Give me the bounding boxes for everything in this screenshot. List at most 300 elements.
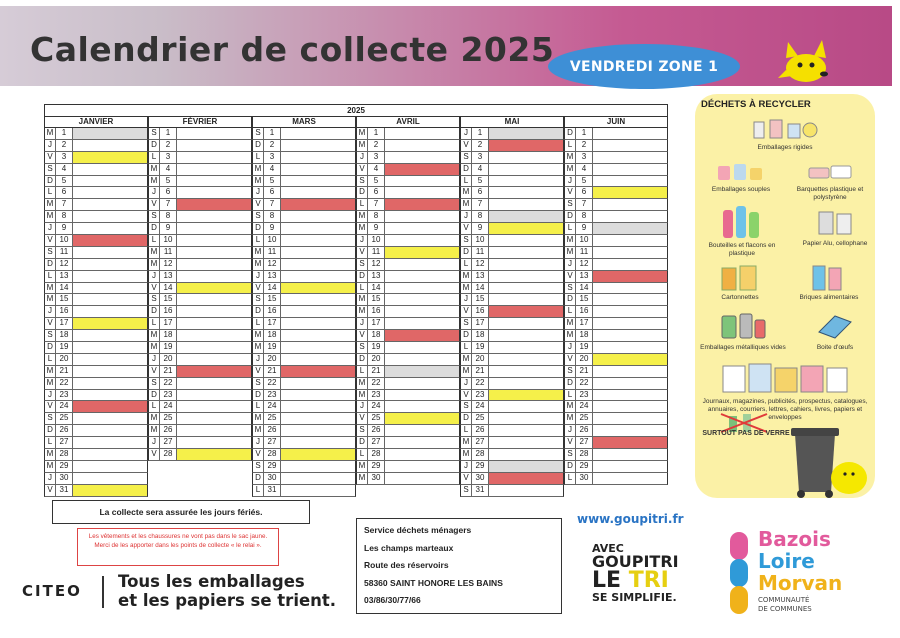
day-number: 22 <box>160 378 177 389</box>
day-number: 1 <box>472 128 489 139</box>
day-number: 23 <box>472 390 489 401</box>
day-row <box>356 461 460 473</box>
day-number: 6 <box>576 187 593 198</box>
day-cell <box>489 187 563 198</box>
day-row <box>148 306 252 318</box>
day-number: 23 <box>576 390 593 401</box>
day-row <box>460 461 564 473</box>
day-number: 27 <box>160 437 177 448</box>
day-row <box>564 235 668 247</box>
day-row <box>460 485 564 497</box>
weekday-letter: L <box>253 235 264 246</box>
weekday-letter: D <box>253 473 264 484</box>
weekday-letter: S <box>565 366 576 377</box>
weekday-letter: V <box>565 354 576 365</box>
collection-mark-yellow <box>281 449 355 460</box>
day-number: 17 <box>368 318 385 329</box>
day-cell <box>281 461 355 472</box>
weekday-letter: S <box>565 449 576 460</box>
weekday-letter: D <box>253 140 264 151</box>
day-cell <box>385 461 459 472</box>
day-number: 11 <box>472 247 489 258</box>
day-cell <box>73 259 147 270</box>
service-address-line1: Les champs marteaux <box>364 542 454 553</box>
day-cell <box>281 294 355 305</box>
day-number: 12 <box>368 259 385 270</box>
website-link[interactable]: www.goupitri.fr <box>577 512 684 526</box>
day-number: 31 <box>56 485 73 496</box>
day-row <box>148 342 252 354</box>
day-cell <box>593 247 667 258</box>
weekday-letter: S <box>461 318 472 329</box>
day-cell <box>73 437 147 448</box>
weekday-letter: V <box>357 330 368 341</box>
day-number: 21 <box>368 366 385 377</box>
day-cell <box>593 140 667 151</box>
day-number: 19 <box>576 342 593 353</box>
day-cell <box>177 318 251 329</box>
weekday-letter: J <box>461 378 472 389</box>
day-number: 3 <box>56 152 73 163</box>
weekday-letter: S <box>461 235 472 246</box>
day-cell <box>73 247 147 258</box>
service-contact-box <box>356 518 562 614</box>
weekday-letter: S <box>357 425 368 436</box>
weekday-letter: J <box>357 152 368 163</box>
day-number: 17 <box>472 318 489 329</box>
weekday-letter: L <box>357 283 368 294</box>
recycling-bin-icon <box>787 424 871 498</box>
weekday-letter: M <box>149 342 160 353</box>
citeo-slogan-line1: Tous les emballages <box>118 572 305 591</box>
day-number: 12 <box>576 259 593 270</box>
day-number: 6 <box>472 187 489 198</box>
weekday-letter: L <box>253 152 264 163</box>
day-cell <box>177 390 251 401</box>
day-row <box>460 152 564 164</box>
weekday-letter: D <box>565 378 576 389</box>
weekday-letter: L <box>565 306 576 317</box>
collection-mark-red <box>281 199 355 210</box>
day-row <box>564 211 668 223</box>
day-row <box>460 366 564 378</box>
day-cell <box>73 271 147 282</box>
day-number: 20 <box>160 354 177 365</box>
collection-mark-red <box>177 199 251 210</box>
day-number: 15 <box>472 294 489 305</box>
day-number: 4 <box>56 164 73 175</box>
weekday-letter: M <box>45 366 56 377</box>
day-row <box>564 390 668 402</box>
weekday-letter: L <box>357 366 368 377</box>
day-row <box>460 378 564 390</box>
day-row <box>44 342 148 354</box>
day-row <box>564 259 668 271</box>
day-number: 30 <box>56 473 73 484</box>
day-row <box>356 354 460 366</box>
day-row <box>44 401 148 413</box>
day-number: 25 <box>160 413 177 424</box>
day-number: 12 <box>56 259 73 270</box>
day-row <box>356 306 460 318</box>
community-logo-shape-icon <box>726 532 752 614</box>
day-number: 20 <box>56 354 73 365</box>
day-number: 14 <box>576 283 593 294</box>
calendar-year-header: 2025 <box>44 104 668 117</box>
weekday-letter: S <box>149 211 160 222</box>
weekday-letter: S <box>149 294 160 305</box>
collection-mark-red <box>489 473 563 484</box>
day-cell <box>593 330 667 341</box>
day-row <box>564 437 668 449</box>
day-row <box>148 176 252 188</box>
day-row <box>356 140 460 152</box>
recycle-item-label: Emballages métalliques vides <box>700 344 786 351</box>
weekday-letter: M <box>461 271 472 282</box>
day-row <box>44 390 148 402</box>
weekday-letter: D <box>253 223 264 234</box>
day-row <box>148 140 252 152</box>
day-cell <box>281 247 355 258</box>
day-number: 17 <box>160 318 177 329</box>
day-number: 10 <box>576 235 593 246</box>
day-cell <box>177 164 251 175</box>
day-cell <box>73 378 147 389</box>
day-number: 14 <box>264 283 281 294</box>
day-number: 21 <box>56 366 73 377</box>
weekday-letter: M <box>253 413 264 424</box>
day-row <box>356 390 460 402</box>
weekday-letter: M <box>45 128 56 139</box>
day-number: 13 <box>56 271 73 282</box>
day-number: 27 <box>472 437 489 448</box>
weekday-letter: J <box>461 128 472 139</box>
day-row <box>460 271 564 283</box>
weekday-letter: M <box>461 437 472 448</box>
day-cell <box>593 449 667 460</box>
day-number: 25 <box>56 413 73 424</box>
day-cell <box>593 199 667 210</box>
day-cell <box>177 342 251 353</box>
day-cell <box>73 283 147 294</box>
weekday-letter: M <box>45 461 56 472</box>
weekday-letter: M <box>461 449 472 460</box>
day-cell <box>489 425 563 436</box>
day-row <box>356 223 460 235</box>
day-row <box>356 449 460 461</box>
day-cell <box>489 283 563 294</box>
day-row <box>148 152 252 164</box>
weekday-letter: V <box>357 413 368 424</box>
day-number: 21 <box>576 366 593 377</box>
day-number: 6 <box>264 187 281 198</box>
day-row <box>148 449 252 461</box>
day-number: 20 <box>576 354 593 365</box>
service-address-line2: Route des réservoirs <box>364 560 449 570</box>
day-number: 22 <box>264 378 281 389</box>
day-cell <box>73 390 147 401</box>
day-number: 13 <box>472 271 489 282</box>
day-number: 16 <box>264 306 281 317</box>
day-row <box>44 366 148 378</box>
day-row <box>356 413 460 425</box>
weekday-letter: M <box>357 473 368 484</box>
collection-mark-red <box>489 140 563 151</box>
day-cell <box>73 366 147 377</box>
day-row <box>460 211 564 223</box>
plastic-bottle-icon <box>715 202 769 240</box>
day-row <box>460 176 564 188</box>
day-cell <box>177 140 251 151</box>
day-row <box>460 199 564 211</box>
day-row <box>148 390 252 402</box>
day-number: 7 <box>368 199 385 210</box>
weekday-letter: J <box>461 461 472 472</box>
day-number: 19 <box>472 342 489 353</box>
weekday-letter: J <box>253 187 264 198</box>
weekday-letter: M <box>253 330 264 341</box>
day-number: 17 <box>264 318 281 329</box>
weekday-letter: M <box>461 283 472 294</box>
day-number: 3 <box>264 152 281 163</box>
day-number: 1 <box>576 128 593 139</box>
day-number: 2 <box>56 140 73 151</box>
day-row <box>44 413 148 425</box>
recycle-item-label: Emballages rigides <box>757 144 813 151</box>
day-cell <box>593 211 667 222</box>
weekday-letter: D <box>357 437 368 448</box>
weekday-letter: V <box>149 283 160 294</box>
weekday-letter: J <box>149 354 160 365</box>
day-cell <box>281 473 355 484</box>
day-number: 8 <box>368 211 385 222</box>
weekday-letter: M <box>357 461 368 472</box>
weekday-letter: M <box>45 294 56 305</box>
day-number: 30 <box>264 473 281 484</box>
weekday-letter: M <box>45 449 56 460</box>
weekday-letter: L <box>461 342 472 353</box>
day-number: 28 <box>264 449 281 460</box>
weekday-letter: S <box>45 413 56 424</box>
weekday-letter: L <box>45 187 56 198</box>
weekday-letter: V <box>357 164 368 175</box>
weekday-letter: L <box>461 425 472 436</box>
day-cell <box>177 413 251 424</box>
day-cell <box>385 283 459 294</box>
day-row <box>148 199 252 211</box>
day-cell <box>489 176 563 187</box>
day-cell <box>489 449 563 460</box>
day-row <box>252 187 356 199</box>
weekday-letter: S <box>461 401 472 412</box>
day-number: 30 <box>472 473 489 484</box>
day-number: 28 <box>368 449 385 460</box>
weekday-letter: M <box>565 401 576 412</box>
weekday-letter: S <box>357 342 368 353</box>
day-cell <box>281 140 355 151</box>
weekday-letter: S <box>253 378 264 389</box>
day-cell <box>281 223 355 234</box>
day-number: 16 <box>472 306 489 317</box>
day-number: 14 <box>160 283 177 294</box>
day-row <box>44 152 148 164</box>
weekday-letter: M <box>357 211 368 222</box>
collection-mark-gray <box>489 128 563 139</box>
day-row <box>564 140 668 152</box>
weekday-letter: J <box>565 425 576 436</box>
day-number: 22 <box>576 378 593 389</box>
day-number: 15 <box>264 294 281 305</box>
day-number: 1 <box>160 128 177 139</box>
weekday-letter: D <box>149 140 160 151</box>
day-row <box>356 271 460 283</box>
day-row <box>564 413 668 425</box>
day-row <box>460 306 564 318</box>
day-row <box>460 330 564 342</box>
clothes-note: Les vêtements et les chaussures ne vont pas dans le sac jaune. Merci de les apporter dans les points de collecte « le relai ». <box>77 528 279 566</box>
day-cell <box>385 354 459 365</box>
weekday-letter: J <box>565 259 576 270</box>
day-cell <box>177 235 251 246</box>
day-row <box>44 199 148 211</box>
day-row <box>356 235 460 247</box>
goupitri-logo: AVEC GOUPITRI LE TRI SE SIMPLIFIE. <box>592 542 679 604</box>
day-number: 1 <box>368 128 385 139</box>
weekday-letter: S <box>565 283 576 294</box>
collection-mark-yellow <box>73 485 147 496</box>
weekday-letter: D <box>461 413 472 424</box>
day-number: 1 <box>56 128 73 139</box>
day-row <box>564 283 668 295</box>
month-column <box>44 116 148 497</box>
day-row <box>356 259 460 271</box>
day-row <box>460 342 564 354</box>
day-cell <box>489 354 563 365</box>
day-number: 13 <box>264 271 281 282</box>
day-row <box>44 461 148 473</box>
service-name: Service déchets ménagers <box>364 525 472 535</box>
weekday-letter: M <box>253 342 264 353</box>
day-row <box>44 425 148 437</box>
day-number: 28 <box>56 449 73 460</box>
weekday-letter: S <box>45 164 56 175</box>
day-row <box>460 449 564 461</box>
day-row <box>148 235 252 247</box>
day-row <box>460 318 564 330</box>
weekday-letter: S <box>253 461 264 472</box>
weekday-letter: V <box>149 199 160 210</box>
day-number: 23 <box>368 390 385 401</box>
day-row <box>356 425 460 437</box>
day-number: 19 <box>160 342 177 353</box>
day-number: 25 <box>264 413 281 424</box>
day-number: 24 <box>576 401 593 412</box>
day-cell <box>593 128 667 139</box>
weekday-letter: L <box>357 449 368 460</box>
weekday-letter: V <box>461 306 472 317</box>
collection-mark-yellow <box>177 449 251 460</box>
day-row <box>564 152 668 164</box>
day-number: 14 <box>56 283 73 294</box>
recycle-item-cartons <box>703 262 777 302</box>
day-row <box>44 271 148 283</box>
day-number: 8 <box>56 211 73 222</box>
citeo-divider <box>102 576 104 608</box>
weekday-letter: M <box>45 378 56 389</box>
day-number: 13 <box>368 271 385 282</box>
day-row <box>460 425 564 437</box>
day-row <box>148 187 252 199</box>
day-row <box>148 354 252 366</box>
weekday-letter: L <box>253 401 264 412</box>
day-cell <box>385 235 459 246</box>
day-number: 23 <box>264 390 281 401</box>
day-number: 17 <box>56 318 73 329</box>
rigid-packaging-icon <box>750 116 820 142</box>
day-row <box>252 413 356 425</box>
day-row <box>564 461 668 473</box>
collection-mark-red <box>73 401 147 412</box>
weekday-letter: D <box>45 425 56 436</box>
day-row <box>460 437 564 449</box>
weekday-letter: D <box>45 259 56 270</box>
weekday-letter: J <box>149 437 160 448</box>
day-row <box>44 259 148 271</box>
weekday-letter: M <box>565 164 576 175</box>
day-row <box>252 247 356 259</box>
day-cell <box>593 425 667 436</box>
weekday-letter: J <box>565 176 576 187</box>
day-row <box>564 271 668 283</box>
day-row <box>356 164 460 176</box>
day-cell <box>489 164 563 175</box>
day-row <box>252 425 356 437</box>
day-row <box>356 199 460 211</box>
recycle-item-label: Journaux, magazines, publicités, prospectus, catalogues, annuaires, courriers, lettres, cahiers, livres, papiers et enveloppes <box>702 398 868 422</box>
day-number: 27 <box>368 437 385 448</box>
day-number: 19 <box>56 342 73 353</box>
day-row <box>564 223 668 235</box>
weekday-letter: J <box>149 187 160 198</box>
day-number: 18 <box>264 330 281 341</box>
day-number: 24 <box>56 401 73 412</box>
day-cell <box>281 485 355 496</box>
day-number: 29 <box>264 461 281 472</box>
collection-mark-red <box>385 164 459 175</box>
weekday-letter: M <box>357 390 368 401</box>
weekday-letter: L <box>149 152 160 163</box>
day-row <box>564 199 668 211</box>
day-cell <box>385 449 459 460</box>
day-number: 26 <box>576 425 593 436</box>
day-row <box>564 247 668 259</box>
day-row <box>252 401 356 413</box>
day-row <box>252 235 356 247</box>
service-phone: 03/86/30/77/66 <box>364 595 421 605</box>
collection-mark-yellow <box>593 354 667 365</box>
month-column <box>356 116 460 485</box>
day-row <box>44 473 148 485</box>
recycle-item-label: Boite d'œufs <box>816 344 854 351</box>
weekday-letter: V <box>357 247 368 258</box>
day-cell <box>593 366 667 377</box>
day-number: 24 <box>160 401 177 412</box>
collection-mark-yellow <box>385 413 459 424</box>
day-number: 28 <box>160 449 177 460</box>
day-row <box>564 378 668 390</box>
day-number: 10 <box>56 235 73 246</box>
day-row <box>44 449 148 461</box>
